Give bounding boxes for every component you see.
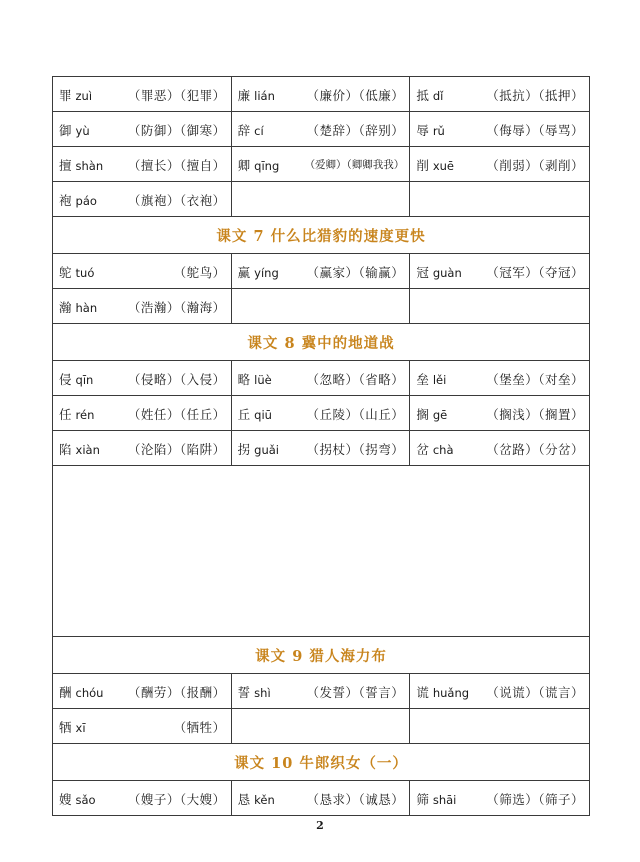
hanzi: 拐	[237, 442, 251, 457]
character-entry	[238, 683, 271, 701]
character-entry	[238, 121, 264, 139]
hanzi: 岔	[416, 442, 429, 457]
character-entry	[416, 405, 447, 423]
vocab-cell	[410, 77, 589, 111]
example-words: （廉价）（低廉）	[306, 88, 405, 103]
vocab-cell	[410, 112, 589, 146]
example-words: （擅长）（擅自）	[127, 158, 226, 173]
vocab-cell	[410, 361, 589, 395]
example-words: （赢家）（输赢）	[306, 265, 405, 280]
character-entry	[238, 440, 279, 458]
vocab-cell	[53, 289, 232, 323]
empty-cell	[410, 289, 589, 323]
hanzi: 辞	[237, 123, 251, 138]
vocab-cell	[232, 254, 411, 288]
vocab-cell	[53, 709, 232, 743]
pinyin: shì	[254, 686, 271, 700]
hanzi: 侵	[59, 372, 72, 387]
pinyin: lián	[254, 89, 275, 103]
example-words: （嫂子）（大嫂）	[127, 792, 226, 807]
pinyin: rǔ	[432, 124, 445, 138]
hanzi: 冠	[416, 265, 429, 280]
example-words: （搁浅）（搁置）	[486, 407, 584, 422]
pinyin: qiū	[254, 408, 272, 422]
pinyin: shàn	[75, 159, 104, 173]
vocab-cell	[232, 361, 411, 395]
hanzi: 廉	[237, 88, 251, 103]
vocab-cell	[53, 674, 232, 708]
hanzi: 抵	[416, 88, 429, 103]
table-row	[53, 112, 589, 147]
vocab-cell	[53, 147, 232, 181]
vocabulary-table	[52, 76, 590, 816]
vocab-cell	[410, 147, 589, 181]
pinyin: dǐ	[432, 89, 444, 103]
pinyin: chà	[432, 443, 454, 457]
pinyin: gē	[432, 408, 448, 422]
pinyin: lěi	[432, 373, 447, 387]
pinyin: chóu	[75, 686, 104, 700]
pinyin: guàn	[432, 266, 462, 280]
table-row	[53, 254, 589, 289]
pinyin: kěn	[254, 793, 275, 807]
example-words: （发誓）（誓言）	[306, 685, 405, 700]
vocab-cell	[53, 77, 232, 111]
empty-cell	[410, 182, 589, 216]
pinyin: lüè	[254, 373, 272, 387]
lesson-title: 课文 8 冀中的地道战	[53, 324, 589, 361]
hanzi: 丘	[237, 407, 251, 422]
character-entry	[59, 683, 103, 701]
example-words: （说谎）（谎言）	[486, 685, 584, 700]
table-row	[53, 147, 589, 182]
hanzi: 卿	[237, 158, 251, 173]
vocab-cell	[232, 396, 411, 430]
example-words: （侵略）（入侵）	[127, 372, 226, 387]
vocab-cell	[53, 781, 232, 815]
hanzi: 御	[59, 123, 72, 138]
example-words: （沦陷）（陷阱）	[127, 442, 226, 457]
character-entry	[238, 263, 279, 281]
hanzi: 罪	[59, 88, 72, 103]
pinyin: sǎo	[75, 793, 96, 807]
character-entry	[238, 86, 275, 104]
example-words: （罪恶）（犯罪）	[127, 88, 226, 103]
pinyin: shāi	[432, 793, 457, 807]
hanzi: 袍	[59, 193, 72, 208]
pinyin: yù	[75, 124, 90, 138]
character-entry	[59, 298, 97, 316]
vocab-cell	[53, 361, 232, 395]
hanzi: 擅	[59, 158, 72, 173]
vocab-cell	[53, 112, 232, 146]
vocab-cell	[232, 431, 411, 465]
character-entry	[59, 263, 94, 281]
hanzi: 筛	[416, 792, 429, 807]
pinyin: hàn	[75, 301, 98, 315]
hanzi: 略	[237, 372, 251, 387]
example-words: （恳求）（诚恳）	[306, 792, 405, 807]
example-words: （侮辱）（辱骂）	[486, 123, 584, 138]
vocab-cell	[410, 674, 589, 708]
vocab-cell	[410, 781, 589, 815]
character-entry	[59, 440, 100, 458]
hanzi: 垒	[416, 372, 429, 387]
empty-cell	[410, 709, 589, 743]
blank-area	[53, 466, 589, 637]
table-row	[53, 709, 589, 744]
hanzi: 恳	[237, 792, 251, 807]
pinyin: cí	[254, 124, 264, 138]
vocab-cell	[232, 147, 411, 181]
pinyin: rén	[75, 408, 95, 422]
character-entry	[238, 790, 275, 808]
example-words: （楚辞）（辞别）	[306, 123, 405, 138]
lesson-title: 课文 9 猎人海力布	[53, 637, 589, 674]
empty-cell	[232, 709, 411, 743]
vocab-cell	[53, 396, 232, 430]
hanzi: 瀚	[59, 300, 72, 315]
character-entry	[238, 405, 272, 423]
vocab-cell	[232, 674, 411, 708]
pinyin: tuó	[75, 266, 95, 280]
hanzi: 誓	[237, 685, 251, 700]
character-entry	[59, 405, 94, 423]
character-entry	[59, 86, 92, 104]
table-row	[53, 289, 589, 324]
character-entry	[59, 370, 93, 388]
hanzi: 陷	[59, 442, 72, 457]
pinyin: xuē	[432, 159, 454, 173]
pinyin: zuì	[75, 89, 93, 103]
hanzi: 赢	[237, 265, 251, 280]
example-words: （爱卿）（卿卿我我）	[304, 159, 405, 171]
pinyin: huǎng	[432, 686, 470, 700]
pinyin: yíng	[254, 266, 279, 280]
hanzi: 辱	[416, 123, 429, 138]
vocab-cell	[53, 182, 232, 216]
example-words: （忽略）（省略）	[306, 372, 405, 387]
character-entry	[416, 440, 453, 458]
example-words: （鸵鸟）	[173, 265, 226, 280]
example-words: （姓任）（任丘）	[127, 407, 226, 422]
example-words: （浩瀚）（瀚海）	[127, 300, 226, 315]
character-entry	[416, 156, 454, 174]
example-words: （堡垒）（对垒）	[486, 372, 584, 387]
character-entry	[416, 683, 469, 701]
pinyin: páo	[75, 194, 97, 208]
pinyin: guǎi	[254, 443, 280, 457]
vocab-cell	[410, 431, 589, 465]
hanzi: 削	[416, 158, 429, 173]
character-entry	[416, 790, 456, 808]
vocab-cell	[232, 781, 411, 815]
example-words: （岔路）（分岔）	[486, 442, 584, 457]
hanzi: 鸵	[59, 265, 72, 280]
example-words: （拐杖）（拐弯）	[306, 442, 405, 457]
example-words: （旗袍）（衣袍）	[127, 193, 226, 208]
example-words: （筛选）（筛子）	[486, 792, 584, 807]
pinyin: qīn	[75, 373, 94, 387]
example-words: （防御）（御寒）	[127, 123, 226, 138]
table-row	[53, 431, 589, 466]
character-entry	[416, 263, 461, 281]
example-words: （酬劳）（报酬）	[127, 685, 226, 700]
vocab-cell	[232, 77, 411, 111]
hanzi: 牺	[59, 720, 72, 735]
table-row	[53, 396, 589, 431]
table-row	[53, 182, 589, 217]
page-number: 2	[316, 819, 324, 832]
character-entry	[416, 86, 443, 104]
pinyin: qīng	[254, 159, 280, 173]
hanzi: 搁	[416, 407, 429, 422]
hanzi: 嫂	[59, 792, 72, 807]
character-entry	[59, 718, 86, 736]
example-words: （抵抗）（抵押）	[486, 88, 584, 103]
vocab-cell	[53, 431, 232, 465]
hanzi: 酬	[59, 685, 72, 700]
example-words: （牺牲）	[173, 720, 226, 735]
example-words: （丘陵）（山丘）	[306, 407, 405, 422]
empty-cell	[232, 289, 411, 323]
table-row	[53, 781, 589, 816]
example-words: （削弱）（剥削）	[486, 158, 584, 173]
pinyin: xiàn	[75, 443, 100, 457]
character-entry	[416, 121, 445, 139]
character-entry	[238, 156, 280, 174]
vocab-cell	[410, 254, 589, 288]
hanzi: 任	[59, 407, 72, 422]
character-entry	[59, 191, 97, 209]
vocab-cell	[232, 112, 411, 146]
vocab-cell	[410, 396, 589, 430]
table-row	[53, 77, 589, 112]
pinyin: xī	[75, 721, 86, 735]
example-words: （冠军）（夺冠）	[486, 265, 584, 280]
hanzi: 谎	[416, 685, 429, 700]
character-entry	[59, 121, 90, 139]
character-entry	[416, 370, 446, 388]
lesson-title: 课文 10 牛郎织女（一）	[53, 744, 589, 781]
lesson-title: 课文 7 什么比猎豹的速度更快	[53, 217, 589, 254]
character-entry	[238, 370, 272, 388]
character-entry	[59, 156, 103, 174]
vocab-cell	[53, 254, 232, 288]
table-row	[53, 674, 589, 709]
empty-cell	[232, 182, 411, 216]
character-entry	[59, 790, 96, 808]
table-row	[53, 361, 589, 396]
